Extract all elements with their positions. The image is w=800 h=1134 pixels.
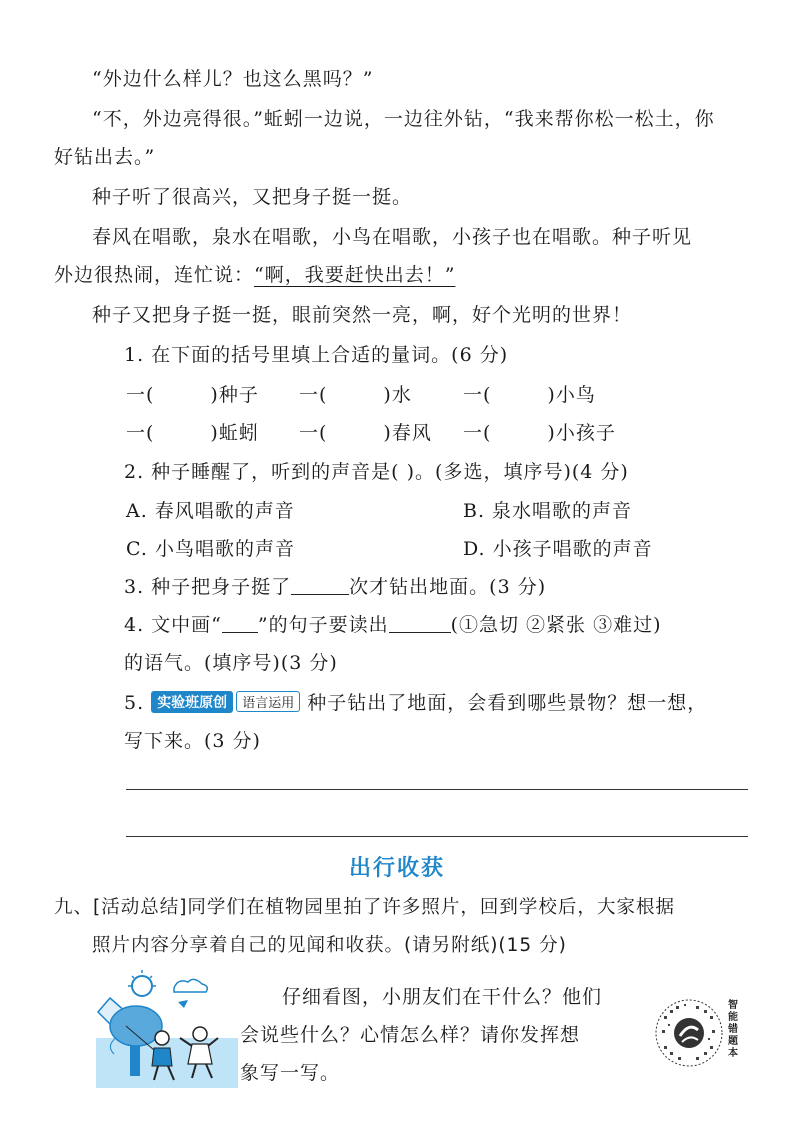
child-head [155,1031,169,1045]
q1-item: 一( )小孩子 [463,422,616,444]
passage-line-4: 种子听了很高兴，又把身子挺一挺。 [92,186,413,208]
passage-line-1: “外边什么样儿？也这么黑吗？” [92,68,374,90]
q1-item-label: 水 [391,384,412,406]
passage-line-3: 好钻出去。” [54,146,156,168]
q1-item-label: 小孩子 [555,422,616,444]
q3 [124,572,546,599]
passage-line-6 [54,260,455,287]
passage-line-2: “不，外边亮得很。”蚯蚓一边说，一边往外钻，“我来帮你松一松土，你 [92,108,715,130]
passage-line-6-text: 外边很热闹，连忙说： [54,264,255,286]
q3-text-after: 次才钻出地面。(3 分) [349,576,547,598]
q1-item-label: 蚯蚓 [218,422,259,444]
q1-item-label: 小鸟 [555,384,596,406]
q4-choices: (①急切 ②紧张 ③难过) [450,614,662,636]
q1-item: 一( )春风 [299,422,432,444]
q2-option-d: D. 小孩子唱歌的声音 [463,538,653,560]
q3-text-before: 3. 种子把身子挺了 [124,576,292,598]
kite-flying-illustration [92,968,242,1090]
child-head [193,1027,207,1041]
section-title: 出行收获 [349,856,446,881]
tag-original: 实验班原创 [151,691,233,713]
underlined-sentence: “啊，我要赶快出去！” [254,264,456,286]
q2-option-b: B. 泉水唱歌的声音 [463,500,633,522]
q4-answer-blank[interactable] [389,614,451,633]
sun-icon [132,976,152,996]
q1-item-label: 春风 [391,422,432,444]
tag-language-use: 语言运用 [236,691,300,712]
q9-description-line-3: 象写一写。 [240,1062,341,1084]
q4: 4. 文中画“ ”的句子要读出 (①急切 ②紧张 ③难过) [124,614,662,636]
q5-line-2: 写下来。(3 分) [124,730,261,752]
q1-item: 一( )蚯蚓 [126,422,259,444]
q1-stem: 1. 在下面的括号里填上合适的量词。(6 分) [124,344,509,366]
passage-line-7: 种子又把身子挺一挺，眼前突然一亮，啊，好个光明的世界！ [92,304,633,326]
q1-item-label: 种子 [218,384,259,406]
q5-number: 5. [124,692,145,714]
q2-stem: 2. 种子睡醒了，听到的声音是( )。(多选，填序号)(4 分) [124,461,629,483]
q1-item: 一( )水 [299,384,412,406]
answer-line[interactable] [126,789,748,790]
bird-icon [178,1000,188,1008]
answer-line[interactable] [126,836,748,837]
q1-item: 一( )种子 [126,384,259,406]
q1-item: 一( )小鸟 [463,384,596,406]
q9-description-line-2: 会说些什么？心情怎么样？请你发挥想 [240,1024,581,1046]
q5 [124,688,707,715]
q9-description-line-1: 仔细看图，小朋友们在干什么？他们 [282,986,603,1008]
q2-option-a: A. 春风唱歌的声音 [126,500,295,522]
q4-line-2: 的语气。(填序号)(3 分) [124,652,338,674]
q2-option-c: C. 小鸟唱歌的声音 [126,538,295,560]
q3-answer-blank[interactable] [291,576,349,595]
q4-underline-sample [222,614,258,633]
tree-icon [110,1006,162,1046]
q9-line-1: 九、[活动总结]同学们在植物园里拍了许多照片，回到学校后，大家根据 [54,897,675,918]
qr-code-icon[interactable] [654,998,724,1068]
cloud-icon [174,979,207,992]
passage-line-5: 春风在唱歌，泉水在唱歌，小鸟在唱歌，小孩子也在唱歌。种子听见 [92,226,693,248]
q9-line-2: 照片内容分享着自己的见闻和收获。(请另附纸)(15 分) [92,935,567,956]
q5-text: 种子钻出了地面，会看到哪些景物？想一想， [307,692,708,714]
qr-caption: 智能错题本 [728,1000,738,1059]
